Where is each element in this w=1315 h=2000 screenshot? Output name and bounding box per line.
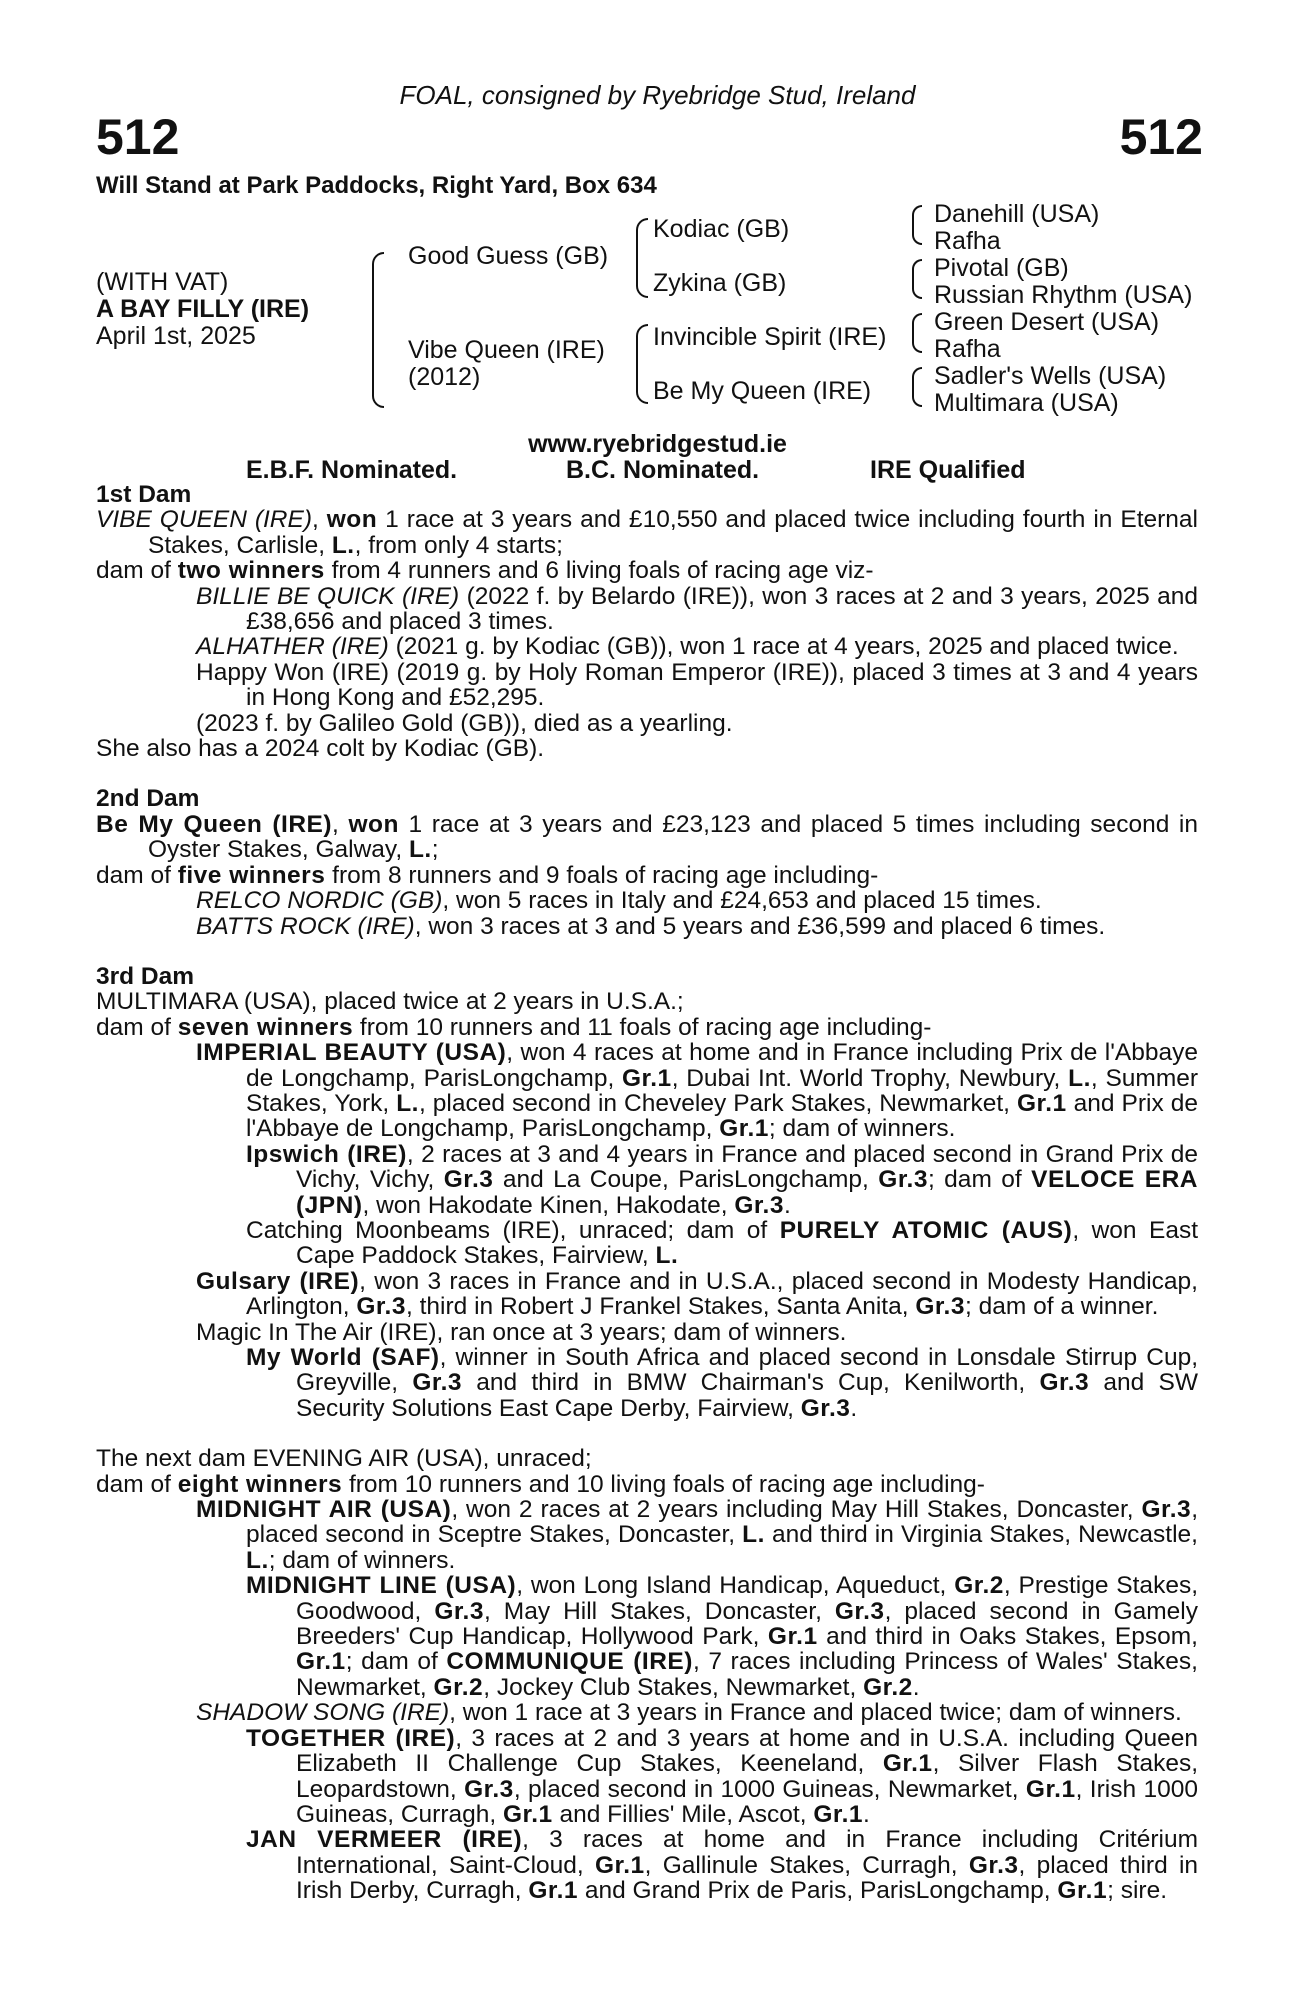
dam-record: MULTIMARA (USA), placed twice at 2 years in U.S.A.; <box>96 988 684 1016</box>
produce-entry: MIDNIGHT LINE (USA), won Long Island Handicap, Aqueduct, Gr.2, Prestige Stakes, Goodwood, Gr.3, May Hill Stakes, Doncaster, Gr.3, placed second in Gamely Breeders' Cup Handicap, Hollywood Park, Gr.1 and third in Oaks Stakes, Epsom, Gr.1; dam of COMMUNIQUE (IRE), 7 races including Princess of Wales' Stakes, Newmarket, Gr.2, Jockey Club Stakes, Newmarket, Gr.2. <box>246 1572 1198 1701</box>
produce-entry: MIDNIGHT AIR (USA), won 2 races at 2 years including May Hill Stakes, Doncaster, Gr.3, placed second in Sceptre Stakes, Doncaster, L. and third in Virginia Stakes, Newcastle, L.; dam of winners. <box>196 1496 1198 1574</box>
section-heading: 2nd Dam <box>96 785 200 813</box>
ancestor: Sadler's Wells (USA) <box>934 362 1167 390</box>
dam-name: VIBE QUEEN (IRE) <box>96 506 312 534</box>
produce-entry: Ipswich (IRE), 2 races at 3 and 4 years in France and placed second in Grand Prix de Vichy, Vichy, Gr.3 and La Coupe, ParisLongchamp, Gr.3; dam of VELOCE ERA (JPN), won Hakodate Kinen, Hakodate, Gr.3. <box>246 1140 1198 1219</box>
pedigree-brace <box>636 218 648 298</box>
ancestor: Green Desert (USA) <box>934 308 1160 336</box>
dam-record: The next dam EVENING AIR (USA), unraced; <box>96 1445 592 1473</box>
produce-entry: RELCO NORDIC (GB), won 5 races in Italy and £24,653 and placed 15 times. <box>196 887 1042 915</box>
vat-note: (WITH VAT) <box>96 268 229 296</box>
produce-entry: BILLIE BE QUICK (IRE) (2022 f. by Belardo (IRE)), won 3 races at 2 and 3 years, 2025 and £38,656 and placed 3 times. <box>196 582 1199 636</box>
produce-entry: My World (SAF), winner in South Africa and placed second in Lonsdale Stirrup Cup, Greyville, Gr.3 and third in BMW Chairman's Cup, Kenilworth, Gr.3 and SW Security Solutions East Cape Derby, Fairview, Gr.3. <box>246 1344 1198 1422</box>
produce-entry: SHADOW SONG (IRE), won 1 race at 3 years in France and placed twice; dam of winners. <box>196 1699 1182 1727</box>
pedigree-brace <box>636 324 648 404</box>
website-link[interactable]: www.ryebridgestud.ie <box>528 430 787 458</box>
produce-entry: ALHATHER (IRE) (2021 g. by Kodiac (GB)), won 1 race at 4 years, 2025 and placed twice. <box>196 633 1179 661</box>
produce-entry: (2023 f. by Galileo Gold (GB)), died as a yearling. <box>196 709 733 737</box>
ancestor: Rafha <box>934 227 1001 255</box>
sire-dam: Zykina (GB) <box>653 269 787 297</box>
lot-number-right: 512 <box>1119 109 1203 165</box>
produce-entry: BATTS ROCK (IRE), won 3 races at 3 and 5 years and £36,599 and placed 6 times. <box>196 912 1106 940</box>
dam-dam: Be My Queen (IRE) <box>653 377 872 405</box>
section-heading: 3rd Dam <box>96 962 195 990</box>
consignor-line: FOAL, consigned by Ryebridge Stud, Ireland <box>399 80 916 110</box>
bc-nominated: B.C. Nominated. <box>566 456 760 484</box>
produce-summary: dam of seven winners from 10 runners and 11 foals of racing age including- <box>96 1013 932 1041</box>
foaling-date: April 1st, 2025 <box>96 322 256 350</box>
ancestor: Multimara (USA) <box>934 389 1119 417</box>
produce-entry: Magic In The Air (IRE), ran once at 3 years; dam of winners. <box>196 1318 847 1346</box>
produce-entry: IMPERIAL BEAUTY (USA), won 4 races at home and in France including Prix de l'Abbaye de Longchamp, ParisLongchamp, Gr.1, Dubai Int. World Trophy, Newbury, L., Summer Stakes, York, L., placed second in Cheveley Park Stakes, Newmarket, Gr.1 and Prix de l'Abbaye de Longchamp, ParisLongchamp, Gr.1; dam of winners. <box>196 1039 1199 1143</box>
pedigree-brace <box>912 313 922 353</box>
sire-name: Good Guess (GB) <box>408 242 609 270</box>
dam-year: (2012) <box>408 363 481 391</box>
dam-record: VIBE QUEEN (IRE), won 1 race at 3 years and £10,550 and placed twice including fourth in Eternal Stakes, Carlisle, L., from only 4 starts; <box>96 506 1198 559</box>
ancestor: Danehill (USA) <box>934 200 1100 228</box>
produce-entry: Catching Moonbeams (IRE), unraced; dam of PURELY ATOMIC (AUS), won East Cape Paddock Stakes, Fairview, L. <box>246 1216 1199 1270</box>
sire-sire: Kodiac (GB) <box>653 215 790 243</box>
won-label: won <box>326 506 378 534</box>
ancestor: Russian Rhythm (USA) <box>934 281 1193 309</box>
produce-entry: Happy Won (IRE) (2019 g. by Holy Roman Emperor (IRE)), placed 3 times at 3 and 4 years in Hong Kong and £52,295. <box>196 658 1198 712</box>
ancestor: Rafha <box>934 335 1001 363</box>
catalogue-body <box>96 482 1198 1904</box>
dam-name: Vibe Queen (IRE) <box>408 336 605 364</box>
dam-record: Be My Queen (IRE), won 1 race at 3 years and £23,123 and placed 5 times including second in Oyster Stakes, Galway, L.; <box>96 810 1198 864</box>
produce-summary: dam of eight winners from 10 runners and 10 living foals of racing age including- <box>96 1470 985 1498</box>
produce-summary: dam of five winners from 8 runners and 9 foals of racing age including- <box>96 861 879 889</box>
pedigree-brace <box>912 259 922 299</box>
ire-qualified: IRE Qualified <box>870 456 1026 484</box>
horse-name: A BAY FILLY (IRE) <box>96 295 310 323</box>
pedigree-brace <box>912 367 922 407</box>
dam-sire: Invincible Spirit (IRE) <box>653 323 887 351</box>
section-heading: 1st Dam <box>96 481 192 508</box>
lot-number-left: 512 <box>96 109 180 165</box>
pedigree-brace <box>372 252 384 408</box>
ancestor: Pivotal (GB) <box>934 254 1069 282</box>
produce-entry: Gulsary (IRE), won 3 races in France and in U.S.A., placed second in Modesty Handicap, Arlington, Gr.3, third in Robert J Frankel Stakes, Santa Anita, Gr.3; dam of a winner. <box>196 1267 1198 1321</box>
produce-note: She also has a 2024 colt by Kodiac (GB). <box>96 735 545 763</box>
ebf-nominated: E.B.F. Nominated. <box>246 456 458 484</box>
produce-summary: dam of two winners from 4 runners and 6 living foals of racing age viz- <box>96 557 874 585</box>
stand-location: Will Stand at Park Paddocks, Right Yard, Box 634 <box>96 172 657 199</box>
produce-entry: TOGETHER (IRE), 3 races at 2 and 3 years at home and in U.S.A. including Queen Elizabeth II Challenge Cup Stakes, Keeneland, Gr.1, Silver Flash Stakes, Leopardstown, Gr.3, placed second in 1000 Guineas, Newmarket, Gr.1, Irish 1000 Guineas, Curragh, Gr.1 and Fillies' Mile, Ascot, Gr.1. <box>246 1724 1199 1828</box>
pedigree-brace <box>912 205 922 245</box>
produce-entry: JAN VERMEER (IRE), 3 races at home and in France including Critérium International, Saint-Cloud, Gr.1, Gallinule Stakes, Curragh, Gr.3, placed third in Irish Derby, Curragh, Gr.1 and Grand Prix de Paris, ParisLongchamp, Gr.1; sire. <box>246 1826 1199 1905</box>
